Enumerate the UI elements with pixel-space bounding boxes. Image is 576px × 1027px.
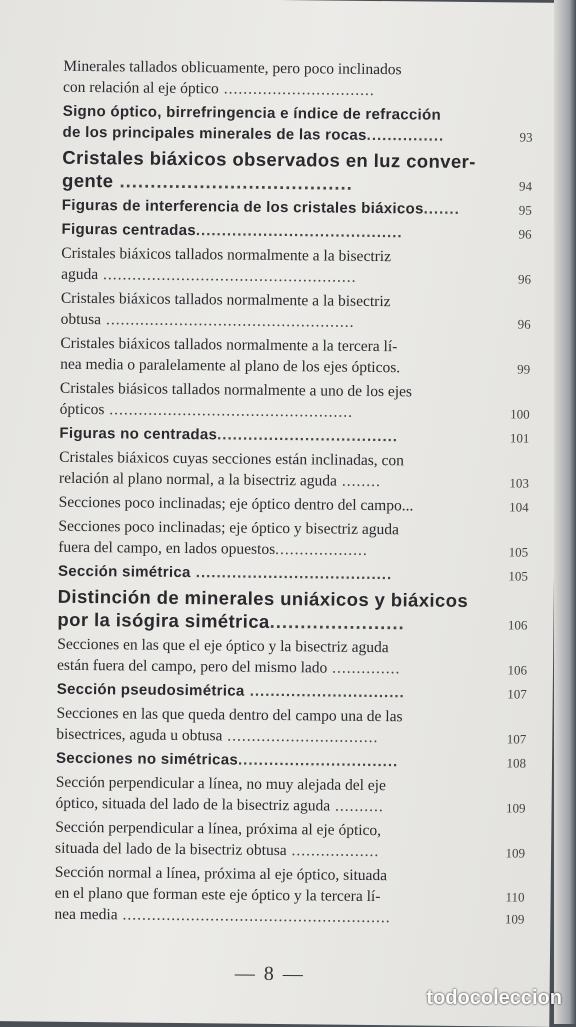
toc-entry-line: Signo óptico, birrefringencia e índice de refracción: [63, 103, 441, 124]
dot-leader: ....................................................: [98, 266, 357, 286]
toc-entry-title: [57, 679, 481, 704]
toc-entry: [62, 101, 532, 148]
toc-entry-line: nea media: [54, 906, 117, 924]
toc-page-number: 94: [492, 178, 532, 194]
toc-entry-line: relación al plano normal, a la bisectriz aguda: [59, 470, 337, 490]
toc-entry-line: Cristales biáxicos tallados normalmente a la bisectriz: [61, 245, 391, 265]
toc-entry-title: [61, 243, 485, 289]
toc-entry: [54, 862, 525, 930]
toc-entry-line: Secciones en las que queda dentro del campo una de las: [56, 705, 402, 726]
toc-entry: [58, 516, 528, 563]
dot-leader: ......................: [270, 611, 405, 633]
watermark-logo: todocoleccion: [426, 987, 562, 1010]
toc-entry: [59, 423, 529, 449]
toc-entry-title: [55, 817, 479, 863]
toc-entry: [58, 561, 528, 587]
page-number-footer: — 8 —: [0, 960, 550, 989]
dot-leader: ........: [337, 473, 381, 490]
toc-entry-line: gente: [62, 170, 114, 192]
toc-entry-title: [58, 561, 482, 586]
toc-entry-title: [55, 772, 479, 818]
toc-entry-title: [56, 703, 480, 749]
toc-entry-line: de los principales minerales de las rocas: [63, 124, 367, 144]
toc-entry-line: Sección simétrica: [58, 563, 191, 581]
dot-leader: ......................................: [191, 564, 393, 583]
toc-entry: [57, 679, 527, 705]
toc-entry-line: Figuras centradas: [61, 221, 195, 239]
toc-page-number: 100: [490, 406, 530, 422]
toc-entry-line: Sección perpendicular a línea, no muy alejada del eje: [56, 774, 386, 794]
toc-page-number: 106: [487, 662, 527, 678]
toc-entry-title: [60, 378, 484, 424]
toc-entry: [59, 492, 529, 518]
toc-entry-title: [56, 748, 480, 773]
toc-page-number: 107: [487, 686, 527, 702]
dot-leader: .......: [424, 201, 460, 218]
toc-entry-title: [63, 56, 487, 102]
dot-leader: ...............: [367, 127, 445, 145]
toc-entry-line: Cristales biáxicos tallados normalmente a la bisectriz: [61, 290, 391, 310]
toc-page-number: 93: [492, 129, 532, 145]
toc-page-number: 95: [492, 202, 532, 218]
dot-leader: ...............................: [219, 80, 375, 99]
toc-entry: [60, 378, 530, 425]
toc-entry: [59, 447, 529, 494]
toc-entry-line: en el plano que forman este eje óptico y la tercera lí-: [55, 885, 381, 905]
toc-page-number: 103: [489, 475, 529, 491]
toc-entry: [60, 333, 530, 380]
toc-entry-title: [58, 516, 482, 562]
toc-entry-title: [59, 492, 483, 517]
toc-entry-line: Figuras de interferencia de los cristales biáxicos: [62, 197, 424, 218]
toc-page-number: 96: [491, 271, 531, 287]
toc-entry: [57, 585, 527, 636]
toc-page-number: 109: [485, 800, 525, 816]
toc-page-number: 96: [491, 316, 531, 332]
toc-entry: [62, 146, 532, 197]
toc-entry-line: fuera del campo, en lados opuestos: [58, 539, 275, 558]
dot-leader: ..........: [330, 798, 384, 816]
toc-entry-title: [62, 146, 486, 196]
toc-entry-line: bisectrices, aguda u obtusa: [56, 726, 222, 745]
dot-leader: ...............................: [222, 727, 378, 746]
toc-entry-line: obtusa: [61, 311, 102, 328]
toc-entry-title: [62, 195, 486, 220]
toc-page-number: 108: [486, 755, 526, 771]
toc-entry-line: están fuera del campo, pero del mismo lado: [57, 657, 327, 677]
toc-entry-line: Distinción de minerales uniáxicos y biáxicos: [58, 586, 469, 611]
toc-entry-line: aguda: [61, 266, 98, 283]
toc-entry-title: [60, 333, 484, 379]
dot-leader: ...................................................: [101, 311, 355, 331]
dot-leader: .......................................................: [118, 906, 391, 926]
toc-entry-title: [57, 585, 481, 635]
toc-entry-line: con relación al eje óptico: [63, 79, 219, 98]
toc-page-number: 99: [490, 361, 530, 377]
toc-entry: [57, 634, 527, 681]
toc-entry-line: Figuras no centradas: [59, 425, 217, 444]
toc-entry: [56, 703, 526, 750]
toc-page-number: 109: [484, 911, 524, 927]
toc-entry: [62, 195, 532, 221]
toc-entry: [55, 772, 525, 819]
toc-entry-title: [62, 101, 486, 147]
toc-page-number: 105: [488, 544, 528, 560]
toc-entry-title: [57, 634, 481, 680]
toc-entry-title: [54, 862, 479, 929]
toc-entry-line: Secciones poco inclinadas; eje óptico y bisectriz aguda: [58, 518, 399, 539]
dot-leader: ...................................: [217, 426, 398, 445]
toc-entry-line: Cristales biáxicos cuyas secciones están inclinadas, con: [59, 449, 404, 470]
page-edge: [554, 0, 576, 1024]
dot-leader: ..................................................: [104, 401, 353, 421]
toc-entry: [61, 243, 531, 290]
toc-entry-line: Minerales tallados oblicuamente, pero poco inclinados: [63, 58, 401, 79]
toc-entry-title: [59, 447, 483, 493]
toc-page-number: 101: [489, 430, 529, 446]
toc-page-number: 107: [486, 731, 526, 747]
toc-entry: [61, 288, 531, 335]
dot-leader: ........................................: [196, 222, 403, 241]
dot-leader: ...................: [275, 541, 368, 559]
toc-page-number: 104: [489, 499, 529, 515]
toc-entry-line: óptico, situada del lado de la bisectriz aguda: [55, 795, 330, 815]
toc-entry-line: Secciones en las que el eje óptico y la bisectriz aguda: [57, 636, 389, 656]
toc-entry-title: [61, 288, 485, 334]
toc-entry-line: Sección normal a línea, próxima al eje óptico, situada: [55, 864, 387, 884]
toc-entry-title: [61, 219, 485, 244]
toc-entry-title: [59, 423, 483, 448]
toc-entry-line: Secciones no simétricas: [56, 750, 238, 769]
toc-entry-line: por la isógira simétrica: [57, 609, 269, 632]
toc-entry-line: situada del lado de la bisectriz obtusa: [55, 840, 287, 859]
dot-leader: ..................: [287, 842, 380, 860]
toc-entry-line: ópticos: [60, 401, 105, 418]
toc-page-number: 106: [487, 617, 527, 633]
toc-page-number: 109: [485, 845, 525, 861]
toc-page-number: 96: [491, 226, 531, 242]
toc-entry-line: Secciones poco inclinadas; eje óptico dentro del campo...: [59, 494, 414, 515]
dot-leader: ...............................: [238, 752, 398, 771]
toc-entry: [63, 56, 533, 103]
dot-leader: ..............................: [244, 683, 404, 702]
toc-entry-line: Cristales biáxicos observados en luz conver-: [62, 147, 476, 172]
toc-entry-line: Cristales biáxicos tallados normalmente a la tercera lí-: [60, 335, 397, 356]
toc-entry: [61, 219, 531, 245]
dot-leader: ......................................: [113, 170, 353, 194]
toc-entry-line: nea media o paralelamente al plano de los ejes ópticos.: [60, 356, 400, 377]
toc-entry-line: Cristales biásicos tallados normalmente a uno de los ejes: [60, 380, 412, 401]
dot-leader: ..............: [327, 660, 400, 678]
toc-entry: [56, 748, 526, 774]
toc-page-number: 105: [488, 568, 528, 584]
toc-page-number: 110: [485, 889, 525, 905]
toc-entry-line: Sección perpendicular a línea, próxima al eje óptico,: [55, 819, 381, 839]
toc-entry-line: Sección pseudosimétrica: [57, 681, 245, 700]
toc-entry: [55, 817, 525, 864]
table-of-contents: [54, 56, 533, 930]
